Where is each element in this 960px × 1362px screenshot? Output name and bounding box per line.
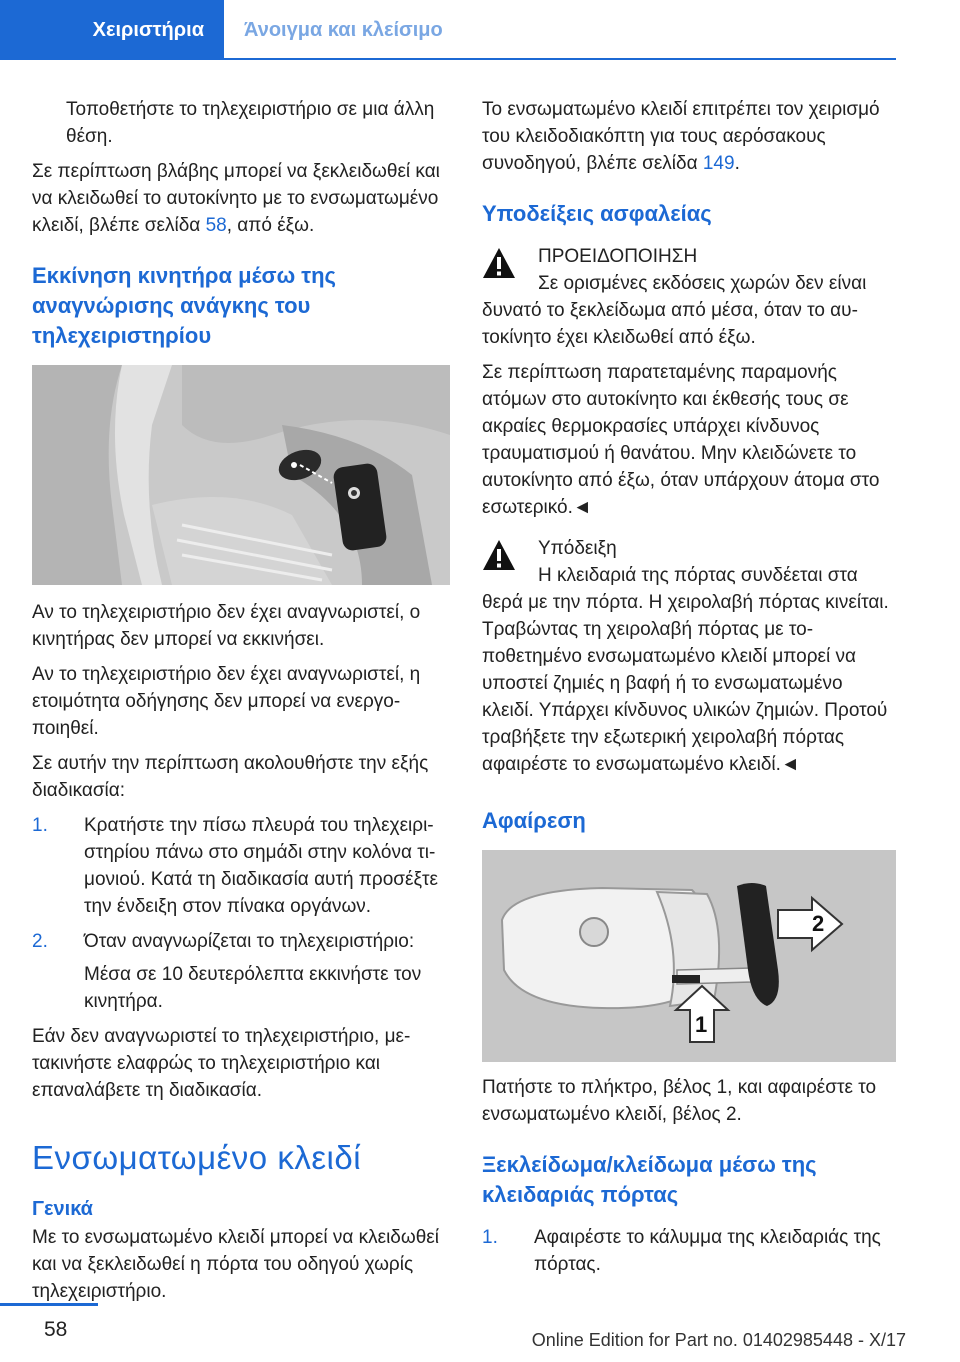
page-number: 58 [44, 1318, 68, 1341]
step-text: Κρατήστε την πίσω πλευρά του τηλεχειριστηρίου πάνω στο σημάδι στην κολόνα τιμονιού. Κατά τη διαδικασία αυτή προσέξτε την ένδειξη στον πίνακα οργάνων. [84, 815, 438, 917]
caution-triangle-icon [482, 539, 516, 571]
heading-engine-start: Εκκίνηση κινητήρα μέσω της αναγνώρισης ανάγκης του τηλεχειριστηρίου [32, 263, 336, 348]
list-item [482, 1224, 896, 1278]
paragraph: Πατήστε το πλήκτρο, βέλος 1, και αφαιρέστε το ενσωματωμένο κλειδί, βέλος 2. [482, 1077, 877, 1125]
page-link-58[interactable]: 58 [205, 215, 227, 236]
warning-title: ΠΡΟΕΙΔΟΠΟΙΗΣΗ [538, 246, 698, 267]
left-column [32, 96, 450, 1313]
paragraph: Σε αυτήν την περίπτωση ακολουθήστε την εξής διαδικασία: [32, 753, 429, 801]
text: . [734, 153, 740, 174]
step-subtext: Μέσα σε 10 δευτερόλεπτα εκκινήστε τον κινητήρα. [84, 964, 422, 1012]
procedure-list [482, 1224, 896, 1278]
paragraph: Με το ενσωματωμένο κλειδί μπορεί να κλειδωθεί και να ξεκλειδωθεί η πόρτα του οδηγού χωρίς τηλεχειριστήριο. [32, 1227, 439, 1302]
key-removal-image [482, 850, 896, 1062]
step-text: Αφαιρέστε το κάλυμμα της κλειδαριάς της πόρτας. [534, 1227, 881, 1275]
text: Σε περίπτωση βλάβης μπορεί να ξεκλειδωθεί και να κλειδωθεί το αυτοκίνητο με το ενσωματωμένο κλειδί, βλέπε σελίδα [32, 161, 440, 236]
caution-note [482, 535, 896, 778]
paragraph: Αν το τηλεχειριστήριο δεν έχει αναγνωριστεί, η ετοιμότητα οδήγησης δεν μπορεί να ενεργοποιηθεί. [32, 664, 421, 739]
header-divider [224, 58, 896, 60]
warning-note [482, 243, 896, 351]
warning-first-line: Σε ορισμένες εκδόσεις χωρών δεν είναι [538, 273, 867, 294]
paragraph: Τοποθετήστε το τηλεχειριστήριο σε μια άλλη θέση. [66, 99, 435, 147]
section-tab-opening-closing[interactable]: Άνοιγμα και κλείσιμο [224, 0, 896, 60]
list-item [32, 812, 450, 920]
heading-general: Γενικά [32, 1198, 93, 1220]
footer-edition: Online Edition for Part no. 01402985448 - X/17 [531, 1330, 906, 1350]
warning-text: δυνατό το ξεκλείδωμα από μέσα, όταν το αυτοκίνητο έχει κλειδωθεί από έξω. [482, 300, 858, 348]
key-removal-illustration [482, 850, 896, 1062]
caution-first-line: Η κλειδαριά της πόρτας συνδέεται στα [538, 565, 858, 586]
arrow-label-2: 2 [812, 911, 825, 936]
heading-integrated-key: Ενσωματωμένο κλειδί [32, 1139, 362, 1176]
page-link-149[interactable]: 149 [702, 153, 735, 174]
paragraph: Εάν δεν αναγνωριστεί το τηλεχειριστήριο, μετακινήστε ελαφρώς το τηλεχειριστήριο και επαναλάβετε τη διαδικασία. [32, 1026, 411, 1101]
paragraph [32, 158, 450, 239]
paragraph [482, 96, 896, 177]
paragraph: Αν το τηλεχειριστήριο δεν έχει αναγνωριστεί, ο κινητήρας δεν μπορεί να εκκινήσει. [32, 602, 421, 650]
section-tab-controls[interactable]: Χειριστήρια [0, 0, 224, 60]
procedure-list [32, 812, 450, 1015]
right-column [482, 96, 896, 1286]
step-number: 2. [32, 931, 48, 952]
arrow-label-1: 1 [695, 1012, 708, 1037]
caution-title: Υπόδειξη [538, 538, 617, 559]
step-number: 1. [482, 1227, 498, 1248]
paragraph: Σε περίπτωση παρατεταμένης παραμονής ατόμων στο αυτοκίνητο και έκθεσής τους σε ακραίες θερμοκρασίες υπάρχει κίνδυνος τραυματισμού ή θανάτου. Μην κλειδώνετε το αυτοκίνητο από έξω, όταν υπάρχουν άτομα στο εσωτερικό.◄ [482, 362, 880, 518]
steering-column-image [32, 365, 450, 585]
steering-column-illustration [32, 365, 450, 585]
page-header [0, 0, 960, 60]
heading-door-lock: Ξεκλείδωμα/κλείδωμα μέσω της κλειδαριάς πόρτας [482, 1152, 817, 1207]
heading-safety: Υποδείξεις ασφαλείας [482, 201, 712, 226]
list-item [32, 928, 450, 1015]
step-number: 1. [32, 815, 48, 836]
warning-triangle-icon [482, 247, 516, 279]
footer-divider [0, 1303, 98, 1306]
text: , από έξω. [226, 215, 315, 236]
heading-removal: Αφαίρεση [482, 808, 586, 833]
text: Το ενσωματωμένο κλειδί επιτρέπει τον χειρισμό του κλειδοδιακόπτη για τους αερόσακους συνοδηγού, βλέπε σελίδα [482, 99, 880, 174]
step-text: Όταν αναγνωρίζεται το τηλεχειριστήριο: [84, 931, 415, 952]
caution-text: θερά με την πόρτα. Η χειρολαβή πόρτας κινείται. Τραβώντας τη χειρολαβή πόρτας με τοποθετημένο ενσωματωμένο κλειδί μπορεί να υποστεί ζημιές η βαφή ή το ενσωματωμένο κλειδί. Υπάρχει κίνδυνος υλικών ζημιών. Προτού τραβήξετε την εξωτερική χειρολαβή πόρτας αφαιρέστε το ενσωματωμένο κλειδί.◄ [482, 592, 889, 775]
